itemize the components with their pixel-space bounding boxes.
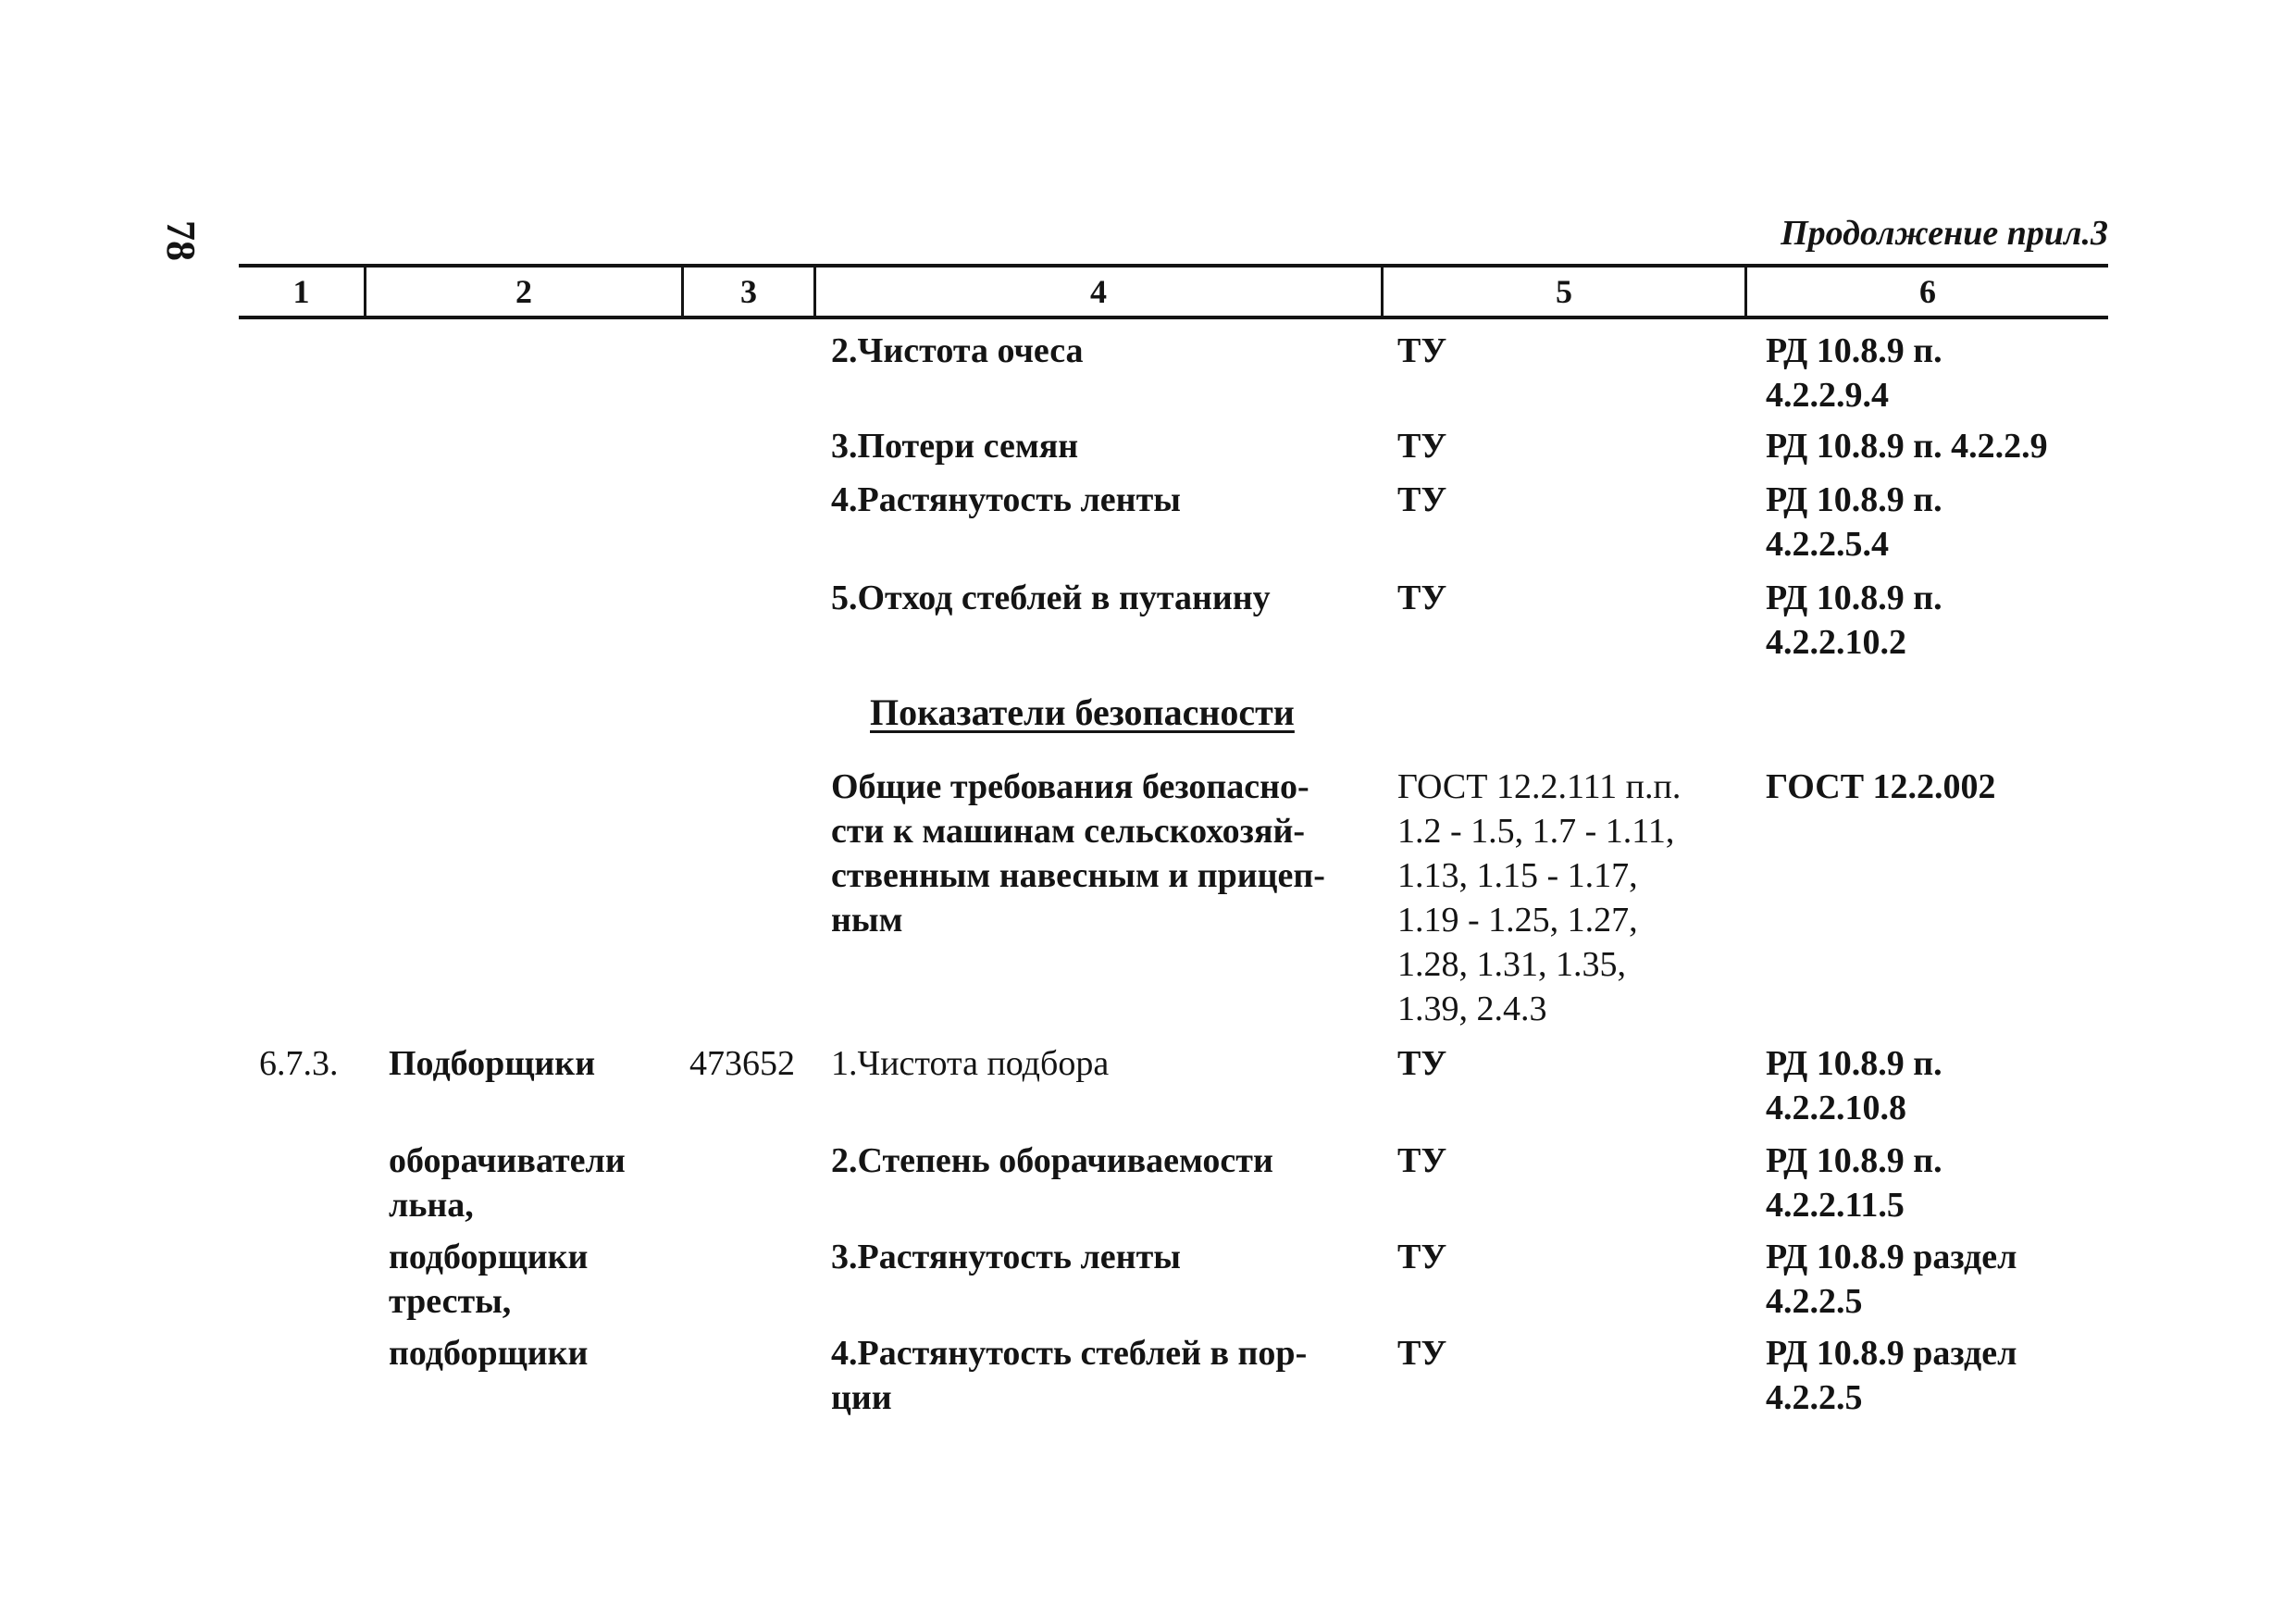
table-header-rule: [239, 316, 2108, 319]
norm-doc-cell: ТУ: [1397, 480, 1447, 519]
indicator-cell-line: Общие требования безопасно-: [831, 767, 1309, 806]
machine-name-cell-line: подборщики: [389, 1238, 589, 1276]
indicator-cell: 3.Потери семян: [831, 427, 1079, 466]
indicator-cell: 2.Чистота очеса: [831, 331, 1084, 370]
indicator-cell-line: 2.Степень оборачиваемости: [831, 1141, 1273, 1180]
header-col-1: 1: [292, 273, 310, 310]
norm-doc-cell: ТУ: [1397, 427, 1447, 466]
norm-doc-cell-line: 1.19 - 1.25, 1.27,: [1397, 901, 1638, 940]
norm-doc-cell-line: ГОСТ 12.2.111 п.п.: [1397, 767, 1682, 806]
method-cell-line: РД 10.8.9 п.: [1766, 331, 1942, 370]
machine-name-cell-line: оборачиватели: [389, 1141, 626, 1180]
machine-name-cell-line: льна,: [389, 1186, 474, 1225]
indicator-cell-line: ственным навесным и прицеп-: [831, 856, 1325, 895]
method-cell-line: РД 10.8.9 п.: [1766, 579, 1942, 617]
section-heading: Показатели безопасности: [870, 691, 1295, 733]
method-cell-line: РД 10.8.9 раздел: [1766, 1238, 2017, 1276]
header-col-5: 5: [1556, 273, 1572, 310]
norm-doc-cell: ТУ: [1397, 1334, 1447, 1373]
indicator-cell-line: 4.Растянутость стеблей в пор-: [831, 1334, 1308, 1373]
machine-name-cell-line: подборщики: [389, 1334, 589, 1373]
indicator-cell: 4.Растянутость ленты: [831, 480, 1181, 519]
method-cell-line: РД 10.8.9 п. 4.2.2.9: [1766, 427, 2048, 466]
header-col-3: 3: [740, 273, 757, 310]
norm-doc-cell: ТУ: [1397, 1044, 1447, 1083]
header-col-4: 4: [1090, 273, 1107, 310]
norm-doc-cell-line: 1.39, 2.4.3: [1397, 989, 1547, 1028]
norm-doc-cell-line: 1.2 - 1.5, 1.7 - 1.11,: [1397, 812, 1675, 851]
method-cell-line: 4.2.2.10.2: [1766, 623, 1906, 662]
header-col-6: 6: [1919, 273, 1936, 310]
continuation-label: Продолжение прил.3: [1781, 214, 2108, 253]
item-number-cell: 6.7.3.: [259, 1044, 339, 1083]
machine-name-cell-line: тресты,: [389, 1282, 512, 1321]
code-cell: 473652: [689, 1044, 795, 1083]
norm-doc-cell: ТУ: [1397, 1141, 1447, 1180]
header-col-2: 2: [515, 273, 532, 310]
method-cell-line: 4.2.2.10.8: [1766, 1089, 1906, 1127]
indicator-cell-line: ции: [831, 1378, 892, 1417]
method-cell-line: РД 10.8.9 п.: [1766, 1141, 1942, 1180]
indicator-cell-line: сти к машинам сельскохозяй-: [831, 812, 1306, 851]
method-cell-line: 4.2.2.5.4: [1766, 525, 1889, 564]
page-number: 78: [158, 220, 204, 261]
norm-doc-cell-line: 1.13, 1.15 - 1.17,: [1397, 856, 1638, 895]
method-cell: ГОСТ 12.2.002: [1766, 767, 1996, 806]
indicator-cell-line: 1.Чистота подбора: [831, 1044, 1110, 1083]
method-cell-line: 4.2.2.5: [1766, 1282, 1863, 1321]
method-cell-line: РД 10.8.9 п.: [1766, 480, 1942, 519]
norm-doc-cell: ТУ: [1397, 1238, 1447, 1276]
indicator-cell: 5.Отход стеблей в путанину: [831, 579, 1271, 617]
machine-name-cell-line: Подборщики: [389, 1044, 596, 1083]
method-cell-line: 4.2.2.5: [1766, 1378, 1863, 1417]
method-cell-line: РД 10.8.9 раздел: [1766, 1334, 2017, 1373]
indicator-cell-line: 3.Растянутость ленты: [831, 1238, 1181, 1276]
method-cell-line: РД 10.8.9 п.: [1766, 1044, 1942, 1083]
indicator-cell-line: ным: [831, 901, 903, 940]
norm-doc-cell-line: 1.28, 1.31, 1.35,: [1397, 945, 1626, 984]
method-cell-line: 4.2.2.9.4: [1766, 376, 1889, 415]
norm-doc-cell: ТУ: [1397, 331, 1447, 370]
method-cell-line: 4.2.2.11.5: [1766, 1186, 1905, 1225]
norm-doc-cell: ТУ: [1397, 579, 1447, 617]
